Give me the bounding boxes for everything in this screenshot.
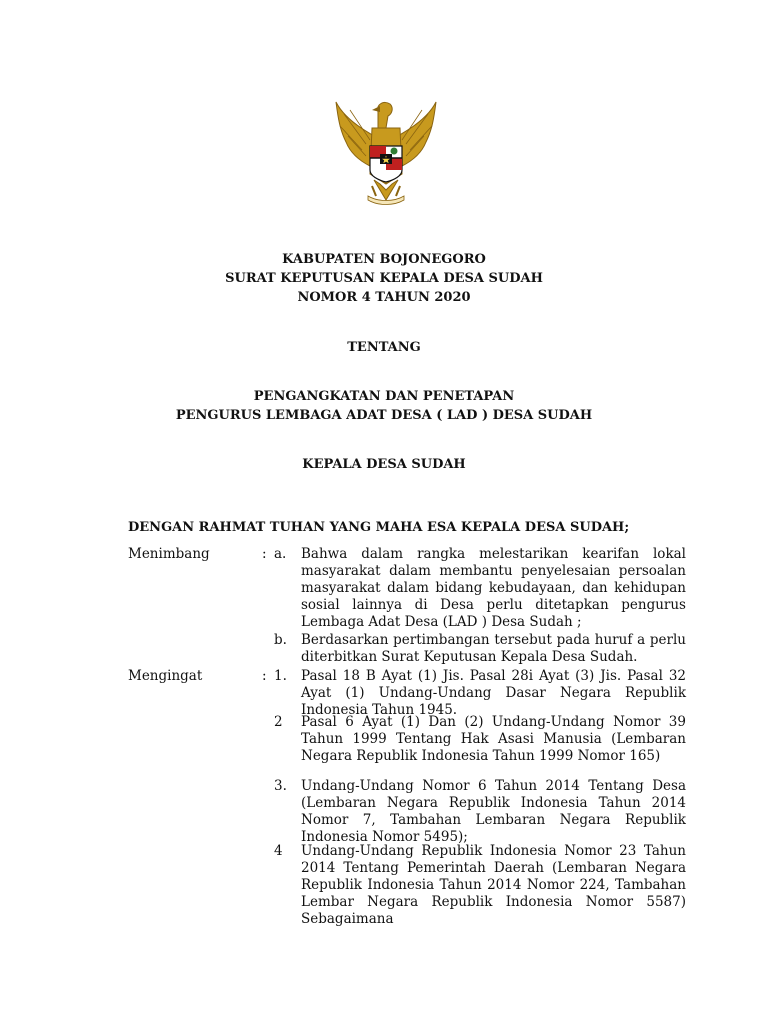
menimbang-item-b xyxy=(262,632,686,666)
about-heading xyxy=(0,338,768,357)
item-marker: 1. xyxy=(274,668,287,684)
mengingat-item-2 xyxy=(262,714,686,765)
item-text: Pasal 18 B Ayat (1) Jis. Pasal 28i Ayat (3) Jis. Pasal 32 Ayat (1) Undang-Undang Dasar Negara Republik Indonesia Tahun 1945. xyxy=(301,668,686,718)
menimbang-label: Menimbang xyxy=(128,546,210,562)
item-text: Bahwa dalam rangka melestarikan kearifan lokal masyarakat dalam membantu penyelesaian persoalan masyarakat dalam bidang kebudayaan, dan kehidupan sosial lainnya di Desa perlu ditetapkan pengurus Lembaga Adat Desa (LAD ) Desa Sudah ; xyxy=(301,546,686,630)
item-text: Undang-Undang Nomor 6 Tahun 2014 Tentang Desa (Lembaran Negara Republik Indonesia Tahun 2014 Nomor 7, Tambahan Lembaran Negara Republik Indonesia Nomor 5495); xyxy=(301,778,686,845)
item-text: Berdasarkan pertimbangan tersebut pada huruf a perlu diterbitkan Surat Keputusan Kepala Desa Sudah. xyxy=(301,632,686,665)
regency-name: KABUPATEN BOJONEGORO xyxy=(282,252,486,267)
mengingat-colon: : xyxy=(262,668,267,684)
item-marker: 3. xyxy=(274,778,287,794)
item-marker: b. xyxy=(274,632,287,648)
issuer-heading xyxy=(0,455,768,474)
about-label: TENTANG xyxy=(347,340,421,355)
item-text: Undang-Undang Republik Indonesia Nomor 23 Tahun 2014 Tentang Pemerintah Daerah (Lembaran Negara Republik Indonesia Tahun 2014 Nomor 224, Tambahan Lembar Negara Republik Indonesia Nomor 5587) Sebagaimana xyxy=(301,843,686,927)
mengingat-item-4 xyxy=(262,843,686,928)
item-marker: 4 xyxy=(274,843,283,859)
item-marker: 2 xyxy=(274,714,283,730)
issuer-label: KEPALA DESA SUDAH xyxy=(302,457,466,472)
decree-number: NOMOR 4 TAHUN 2020 xyxy=(297,290,471,305)
subject-line-2: PENGURUS LEMBAGA ADAT DESA ( LAD ) DESA SUDAH xyxy=(175,408,593,423)
subject-heading xyxy=(0,387,768,425)
decree-title: SURAT KEPUTUSAN KEPALA DESA SUDAH xyxy=(225,271,543,286)
garuda-emblem xyxy=(332,100,440,210)
decree-header xyxy=(0,250,768,307)
mengingat-item-3 xyxy=(262,778,686,846)
mengingat-item-1 xyxy=(262,668,686,719)
subject-line-1: PENGANGKATAN DAN PENETAPAN xyxy=(253,389,515,404)
item-marker: a. xyxy=(274,546,287,562)
opening-statement: DENGAN RAHMAT TUHAN YANG MAHA ESA KEPALA DESA SUDAH; xyxy=(128,520,630,535)
menimbang-item-a xyxy=(262,546,686,631)
menimbang-colon: : xyxy=(262,546,267,562)
item-text: Pasal 6 Ayat (1) Dan (2) Undang-Undang Nomor 39 Tahun 1999 Tentang Hak Asasi Manusia (Lembaran Negara Republik Indonesia Tahun 1999 Nomor 165) xyxy=(301,714,686,764)
mengingat-label: Mengingat xyxy=(128,668,203,684)
